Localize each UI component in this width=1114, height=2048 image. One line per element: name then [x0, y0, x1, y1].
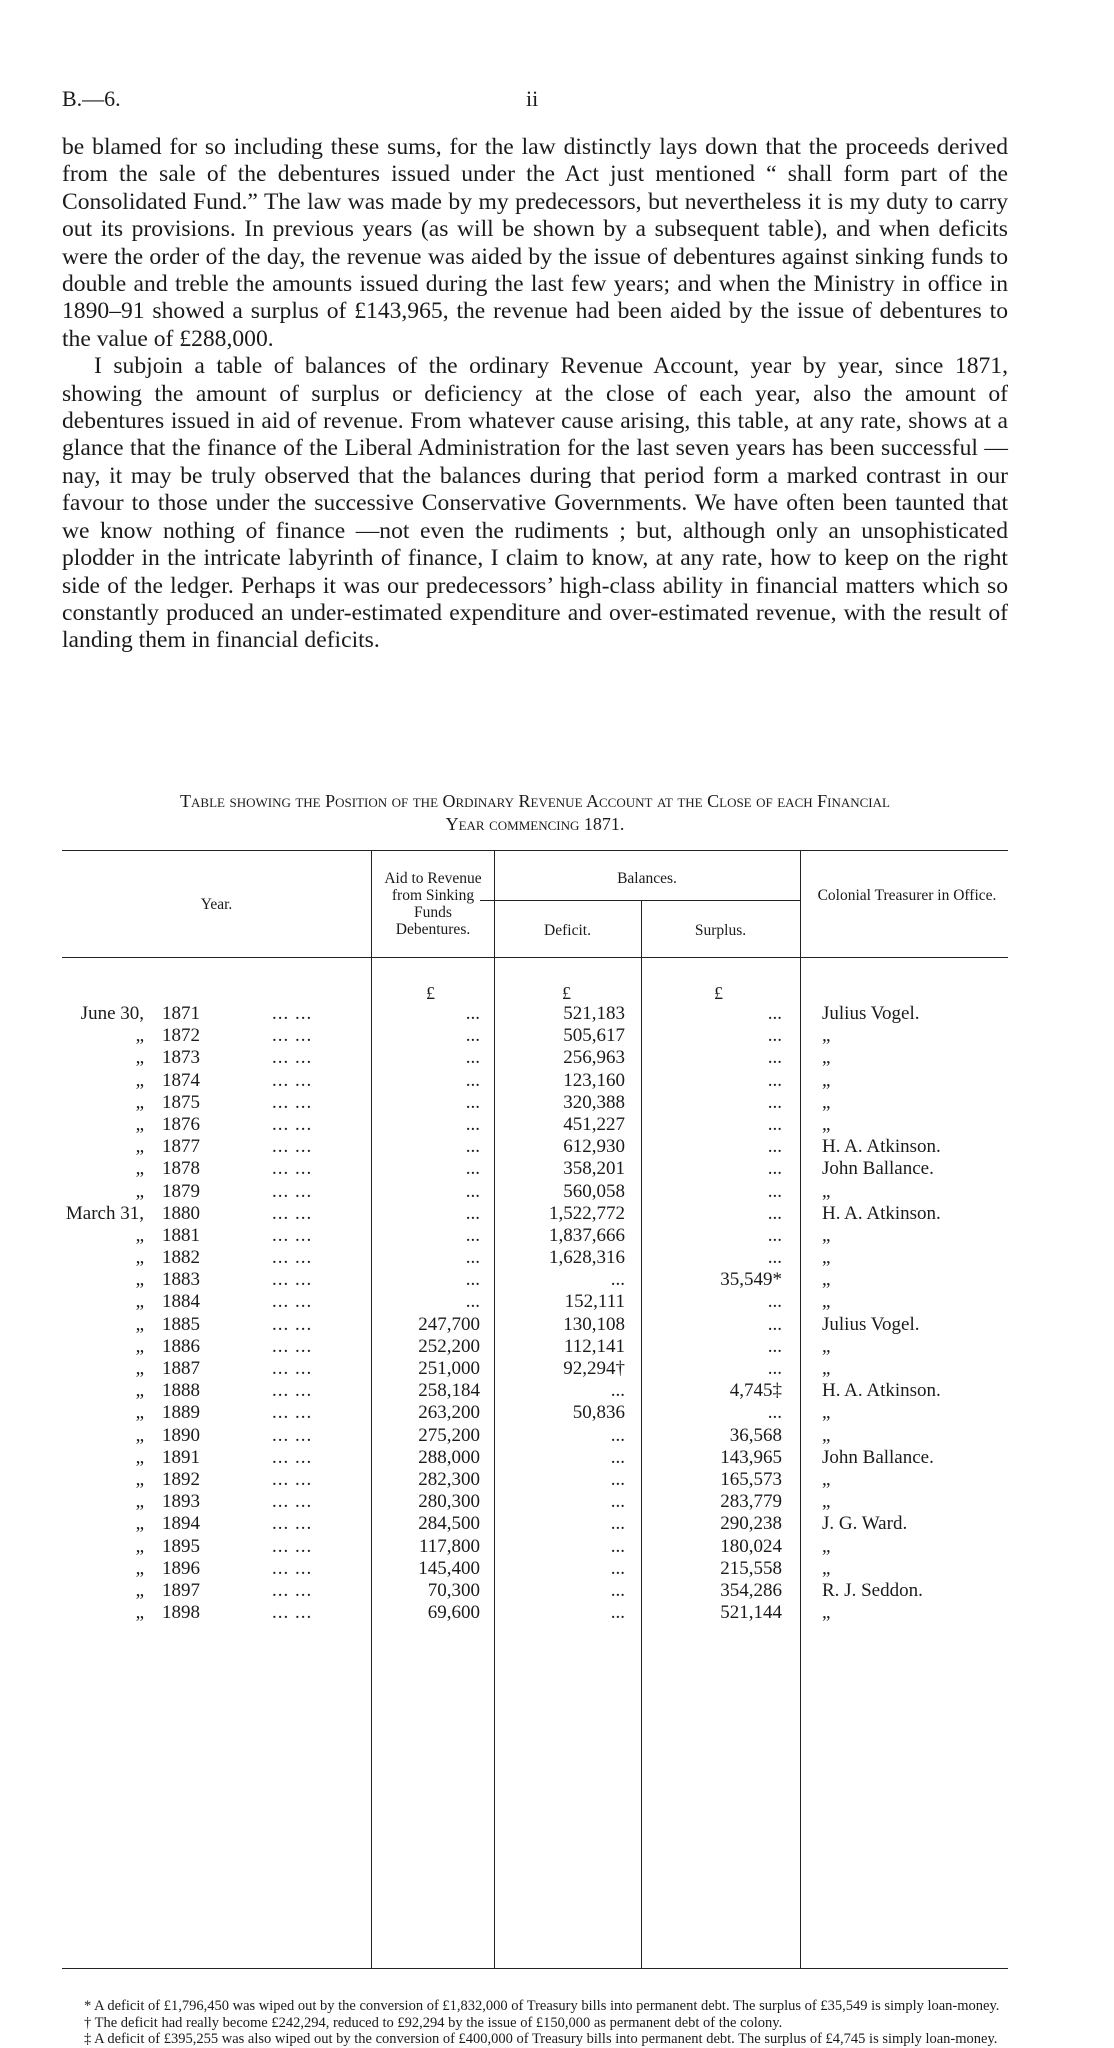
- aid-cell: 258,184: [418, 1380, 480, 1402]
- leader-dots: ... ...: [272, 1446, 313, 1468]
- treasurer-cell: H. A. Atkinson.: [822, 1136, 941, 1158]
- aid-cell: ...: [465, 1003, 480, 1024]
- leader-dots: ... ...: [272, 1202, 313, 1224]
- aid-cell: 145,400: [418, 1557, 480, 1579]
- year-label: „: [135, 1091, 144, 1113]
- leader-dots: ... ...: [272, 1003, 313, 1024]
- deficit-cell: 256,963: [563, 1047, 625, 1069]
- surplus-cell: 36,568: [729, 1424, 782, 1446]
- treasurer-cell: R. J. Seddon.: [822, 1579, 923, 1601]
- page-number: ii: [526, 86, 539, 111]
- aid-cell: 251,000: [418, 1358, 480, 1379]
- year-cell: 1894: [162, 1513, 200, 1535]
- leader-dots: ... ...: [272, 1602, 313, 1624]
- table-row: [62, 1402, 1008, 1424]
- aid-cell: 275,200: [418, 1424, 480, 1446]
- leader-dots: ... ...: [272, 1402, 313, 1424]
- treasurer-cell: „: [822, 1269, 831, 1291]
- aid-cell: ...: [465, 1158, 480, 1180]
- document-reference: B.—6.: [62, 86, 121, 111]
- header-aid-to-revenue: Aid to Revenue from Sinking Funds Debentures.: [384, 870, 482, 938]
- treasurer-cell: „: [822, 1557, 831, 1579]
- leader-dots: ... ...: [272, 1335, 313, 1357]
- year-cell: 1884: [162, 1291, 200, 1313]
- year-label: „: [135, 1158, 144, 1180]
- table-row: [62, 1203, 1008, 1225]
- aid-cell: 247,700: [418, 1313, 480, 1335]
- header-balances: Balances.: [617, 870, 677, 887]
- year-label: „: [135, 1491, 144, 1513]
- table-row: [62, 1447, 1008, 1469]
- year-cell: 1890: [162, 1424, 200, 1446]
- aid-cell: ...: [465, 1247, 480, 1269]
- table-title: [62, 790, 1008, 836]
- leader-dots: ... ...: [272, 1291, 313, 1313]
- year-cell: 1895: [162, 1535, 200, 1557]
- aid-cell: 252,200: [418, 1335, 480, 1357]
- deficit-cell: 1,837,666: [549, 1224, 625, 1246]
- year-label: „: [135, 1402, 144, 1424]
- surplus-cell: ...: [767, 1180, 782, 1202]
- year-cell: 1879: [162, 1180, 200, 1202]
- year-label: „: [135, 1247, 144, 1269]
- treasurer-cell: „: [822, 1180, 831, 1202]
- year-label: „: [135, 1446, 144, 1468]
- footnote-1: * A deficit of £1,796,450 was wiped out by the conversion of £1,832,000 of Treasury bills into permanent debt. The surplus of £35,549 is simply loan-money.: [84, 1998, 1000, 2014]
- deficit-cell: ...: [610, 1446, 625, 1468]
- surplus-cell: ...: [767, 1335, 782, 1357]
- unit-deficit: £: [562, 983, 571, 1003]
- treasurer-cell: John Ballance.: [822, 1446, 934, 1468]
- year-cell: 1898: [162, 1602, 200, 1624]
- table-bottom-rule: [62, 1968, 1008, 1969]
- header-surplus: Surplus.: [694, 922, 747, 939]
- deficit-cell: 1,522,772: [549, 1202, 625, 1224]
- year-cell: 1872: [162, 1025, 200, 1047]
- deficit-cell: ...: [610, 1468, 625, 1490]
- deficit-cell: ...: [610, 1491, 625, 1513]
- year-label: „: [135, 1335, 144, 1357]
- aid-cell: ...: [465, 1091, 480, 1113]
- surplus-cell: ...: [767, 1069, 782, 1091]
- aid-cell: ...: [465, 1113, 480, 1135]
- aid-cell: ...: [465, 1047, 480, 1069]
- table-row: [62, 1003, 1008, 1025]
- header-treasurer: Colonial Treasurer in Office.: [817, 887, 997, 904]
- year-cell: 1876: [162, 1113, 200, 1135]
- treasurer-cell: Julius Vogel.: [822, 1313, 920, 1335]
- leader-dots: ... ...: [272, 1247, 313, 1269]
- treasurer-cell: „: [822, 1468, 831, 1490]
- aid-cell: ...: [465, 1136, 480, 1158]
- year-label: „: [135, 1358, 144, 1379]
- deficit-cell: 123,160: [563, 1069, 625, 1091]
- surplus-cell: 283,779: [720, 1491, 782, 1513]
- table-row: [62, 1358, 1008, 1380]
- leader-dots: ... ...: [272, 1358, 313, 1379]
- footnotes: [62, 1998, 1008, 2048]
- surplus-cell: 354,286: [720, 1579, 782, 1601]
- year-label: „: [135, 1579, 144, 1601]
- leader-dots: ... ...: [272, 1424, 313, 1446]
- unit-aid: £: [426, 983, 435, 1003]
- treasurer-cell: „: [822, 1424, 831, 1446]
- leader-dots: ... ...: [272, 1091, 313, 1113]
- year-label: „: [135, 1468, 144, 1490]
- surplus-cell: 180,024: [720, 1535, 782, 1557]
- deficit-cell: 521,183: [563, 1003, 625, 1024]
- deficit-cell: 451,227: [563, 1113, 625, 1135]
- table-row: [62, 1181, 1008, 1203]
- table-row: [62, 1225, 1008, 1247]
- surplus-cell: ...: [767, 1025, 782, 1047]
- deficit-cell: 505,617: [563, 1025, 625, 1047]
- deficit-cell: 1,628,316: [549, 1247, 625, 1269]
- treasurer-cell: Julius Vogel.: [822, 1003, 920, 1024]
- surplus-cell: ...: [767, 1047, 782, 1069]
- revenue-account-table: [62, 850, 1008, 1980]
- surplus-cell: ...: [767, 1224, 782, 1246]
- table-row: [62, 1070, 1008, 1092]
- table-row: [62, 1025, 1008, 1047]
- page-header: [62, 86, 1008, 116]
- deficit-cell: ...: [610, 1579, 625, 1601]
- year-cell: 1874: [162, 1069, 200, 1091]
- aid-cell: 282,300: [418, 1468, 480, 1490]
- header-deficit: Deficit.: [544, 922, 591, 939]
- surplus-cell: ...: [767, 1202, 782, 1224]
- table-row: [62, 1336, 1008, 1358]
- treasurer-cell: „: [822, 1335, 831, 1357]
- year-cell: 1873: [162, 1047, 200, 1069]
- deficit-cell: 130,108: [563, 1313, 625, 1335]
- deficit-cell: 92,294†: [563, 1358, 625, 1379]
- aid-cell: ...: [465, 1224, 480, 1246]
- deficit-cell: ...: [610, 1380, 625, 1402]
- leader-dots: ... ...: [272, 1557, 313, 1579]
- treasurer-cell: „: [822, 1047, 831, 1069]
- surplus-cell: ...: [767, 1247, 782, 1269]
- unit-surplus: £: [714, 983, 723, 1003]
- table-row: [62, 1513, 1008, 1535]
- deficit-cell: ...: [610, 1424, 625, 1446]
- surplus-cell: ...: [767, 1313, 782, 1335]
- treasurer-cell: „: [822, 1224, 831, 1246]
- year-cell: 1875: [162, 1091, 200, 1113]
- deficit-cell: 320,388: [563, 1091, 625, 1113]
- year-cell: 1887: [162, 1358, 200, 1379]
- year-label: „: [135, 1113, 144, 1135]
- table-row: [62, 1536, 1008, 1558]
- year-label: „: [135, 1047, 144, 1069]
- treasurer-cell: „: [822, 1113, 831, 1135]
- footnote-2: † The deficit had really become £242,294, reduced to £92,294 by the issue of £150,000 as permanent debt of the colony.: [84, 2014, 783, 2031]
- year-label: March 31,: [65, 1202, 144, 1224]
- aid-cell: ...: [465, 1025, 480, 1047]
- aid-cell: 117,800: [418, 1535, 480, 1557]
- year-label: „: [135, 1380, 144, 1402]
- surplus-cell: 521,144: [720, 1602, 782, 1624]
- treasurer-cell: „: [822, 1535, 831, 1557]
- year-label: „: [135, 1557, 144, 1579]
- deficit-cell: 152,111: [564, 1291, 625, 1313]
- year-cell: 1891: [162, 1446, 200, 1468]
- treasurer-cell: „: [822, 1025, 831, 1047]
- table-title-line-1: Table showing the Position of the Ordinary Revenue Account at the Close of each Financial: [180, 791, 890, 811]
- leader-dots: ... ...: [272, 1069, 313, 1091]
- year-cell: 1897: [162, 1579, 200, 1601]
- aid-cell: 70,300: [427, 1579, 480, 1601]
- leader-dots: ... ...: [272, 1380, 313, 1402]
- deficit-cell: 112,141: [563, 1335, 625, 1357]
- paragraph-2: I subjoin a table of balances of the ordinary Revenue Account, year by year, since 1871, showing the amount of surplus or deficiency at the close of each year, also the amount of debentures issued in aid of revenue. From whatever cause arising, this table, at any rate, shows at a glance that the finance of the Liberal Administration for the last seven years has been successful —nay, it may be truly observed that the balances during that period form a marked contrast in our favour to those under the successive Conservative Governments. We have often been taunted that we know nothing of finance —not even the rudiments ; but, although only an unsophisticated plodder in the intricate labyrinth of finance, I claim to know, at any rate, how to keep on the right side of the ledger. Perhaps it was our predecessors’ high-class ability in financial matters which so constantly produced an under-estimated expenditure and over-estimated revenue, with the result of landing them in financial deficits.: [62, 353, 1008, 654]
- treasurer-cell: „: [822, 1602, 831, 1624]
- year-cell: 1893: [162, 1491, 200, 1513]
- year-cell: 1889: [162, 1402, 200, 1424]
- year-label: „: [135, 1069, 144, 1091]
- year-cell: 1892: [162, 1468, 200, 1490]
- year-label: „: [135, 1224, 144, 1246]
- leader-dots: ... ...: [272, 1136, 313, 1158]
- leader-dots: ... ...: [272, 1113, 313, 1135]
- table-row: [62, 1425, 1008, 1447]
- surplus-cell: ...: [767, 1291, 782, 1313]
- year-cell: 1881: [162, 1224, 200, 1246]
- year-label: „: [135, 1025, 144, 1047]
- aid-cell: 280,300: [418, 1491, 480, 1513]
- table-row: [62, 1247, 1008, 1269]
- table-row: [62, 1047, 1008, 1069]
- treasurer-cell: H. A. Atkinson.: [822, 1380, 941, 1402]
- table-row: [62, 1291, 1008, 1313]
- leader-dots: ... ...: [272, 1313, 313, 1335]
- footnote-3: ‡ A deficit of £395,255 was also wiped out by the conversion of £400,000 of Treasury bills into permanent debt. The surplus of £4,745 is simply loan-money.: [84, 2031, 998, 2048]
- aid-cell: 263,200: [418, 1402, 480, 1424]
- year-label: June 30,: [80, 1003, 144, 1024]
- leader-dots: ... ...: [272, 1491, 313, 1513]
- balances-rule: [480, 900, 800, 901]
- aid-cell: 69,600: [427, 1602, 480, 1624]
- leader-dots: ... ...: [272, 1158, 313, 1180]
- year-cell: 1880: [162, 1202, 200, 1224]
- treasurer-cell: „: [822, 1291, 831, 1313]
- table-body: [62, 1003, 1008, 1624]
- surplus-cell: ...: [767, 1158, 782, 1180]
- aid-cell: ...: [465, 1269, 480, 1291]
- table-row: [62, 1558, 1008, 1580]
- treasurer-cell: „: [822, 1402, 831, 1424]
- aid-cell: ...: [465, 1202, 480, 1224]
- deficit-cell: 50,836: [572, 1402, 625, 1424]
- year-cell: 1896: [162, 1557, 200, 1579]
- surplus-cell: ...: [767, 1402, 782, 1424]
- leader-dots: ... ...: [272, 1025, 313, 1047]
- surplus-cell: 290,238: [720, 1513, 782, 1535]
- year-cell: 1883: [162, 1269, 200, 1291]
- treasurer-cell: „: [822, 1091, 831, 1113]
- table-row: [62, 1136, 1008, 1158]
- treasurer-cell: „: [822, 1247, 831, 1269]
- deficit-cell: 560,058: [563, 1180, 625, 1202]
- treasurer-cell: „: [822, 1491, 831, 1513]
- table-row: [62, 1491, 1008, 1513]
- leader-dots: ... ...: [272, 1047, 313, 1069]
- year-cell: 1886: [162, 1335, 200, 1357]
- year-label: „: [135, 1602, 144, 1624]
- aid-cell: 284,500: [418, 1513, 480, 1535]
- year-label: „: [135, 1269, 144, 1291]
- treasurer-cell: J. G. Ward.: [822, 1513, 908, 1535]
- aid-cell: ...: [465, 1069, 480, 1091]
- surplus-cell: 35,549*: [720, 1269, 782, 1291]
- surplus-cell: ...: [767, 1358, 782, 1379]
- table-top-rule: [62, 850, 1008, 851]
- year-label: „: [135, 1513, 144, 1535]
- table-row: [62, 1469, 1008, 1491]
- year-label: „: [135, 1291, 144, 1313]
- table-row: [62, 1114, 1008, 1136]
- leader-dots: ... ...: [272, 1180, 313, 1202]
- aid-cell: ...: [465, 1180, 480, 1202]
- deficit-cell: ...: [610, 1602, 625, 1624]
- leader-dots: ... ...: [272, 1269, 313, 1291]
- year-cell: 1885: [162, 1313, 200, 1335]
- year-label: „: [135, 1424, 144, 1446]
- treasurer-cell: „: [822, 1069, 831, 1091]
- aid-cell: ...: [465, 1291, 480, 1313]
- table-row: [62, 1602, 1008, 1624]
- year-cell: 1877: [162, 1136, 200, 1158]
- header-bottom-rule: [62, 957, 1008, 958]
- deficit-cell: ...: [610, 1557, 625, 1579]
- leader-dots: ... ...: [272, 1468, 313, 1490]
- year-cell: 1871: [162, 1003, 200, 1024]
- leader-dots: ... ...: [272, 1224, 313, 1246]
- deficit-cell: ...: [610, 1535, 625, 1557]
- surplus-cell: ...: [767, 1136, 782, 1158]
- treasurer-cell: „: [822, 1358, 831, 1379]
- surplus-cell: 215,558: [720, 1557, 782, 1579]
- surplus-cell: ...: [767, 1113, 782, 1135]
- table-row: [62, 1092, 1008, 1114]
- deficit-cell: ...: [610, 1269, 625, 1291]
- header-year: Year.: [200, 896, 233, 913]
- aid-cell: 288,000: [418, 1446, 480, 1468]
- table-row: [62, 1158, 1008, 1180]
- table-row: [62, 1314, 1008, 1336]
- surplus-cell: 143,965: [720, 1446, 782, 1468]
- treasurer-cell: H. A. Atkinson.: [822, 1202, 941, 1224]
- deficit-cell: 358,201: [563, 1158, 625, 1180]
- surplus-cell: 165,573: [720, 1468, 782, 1490]
- year-cell: 1888: [162, 1380, 200, 1402]
- leader-dots: ... ...: [272, 1513, 313, 1535]
- table-row: [62, 1380, 1008, 1402]
- surplus-cell: 4,745‡: [729, 1380, 782, 1402]
- body-text: [62, 134, 1008, 655]
- leader-dots: ... ...: [272, 1535, 313, 1557]
- deficit-cell: 612,930: [563, 1136, 625, 1158]
- year-label: „: [135, 1136, 144, 1158]
- paragraph-1: be blamed for so including these sums, for the law distinctly lays down that the proceeds derived from the sale of the debentures issued under the Act just mentioned “ shall form part of the Consolidated Fund.” The law was made by my predecessors, but nevertheless it is my duty to carry out its provisions. In previous years (as will be shown by a subsequent table), and when deficits were the order of the day, the revenue was aided by the issue of debentures against sinking funds to double and treble the amounts issued during the last few years; and when the Ministry in office in 1890–91 showed a surplus of £143,965, the revenue had been aided by the issue of debentures to the value of £288,000.: [62, 134, 1008, 352]
- leader-dots: ... ...: [272, 1579, 313, 1601]
- treasurer-cell: John Ballance.: [822, 1158, 934, 1180]
- surplus-cell: ...: [767, 1003, 782, 1024]
- table-row: [62, 1580, 1008, 1602]
- year-label: „: [135, 1535, 144, 1557]
- year-cell: 1882: [162, 1247, 200, 1269]
- table-row: [62, 1269, 1008, 1291]
- deficit-cell: ...: [610, 1513, 625, 1535]
- year-label: „: [135, 1180, 144, 1202]
- year-label: „: [135, 1313, 144, 1335]
- table-title-line-2: Year commencing 1871.: [445, 814, 625, 834]
- surplus-cell: ...: [767, 1091, 782, 1113]
- year-cell: 1878: [162, 1158, 200, 1180]
